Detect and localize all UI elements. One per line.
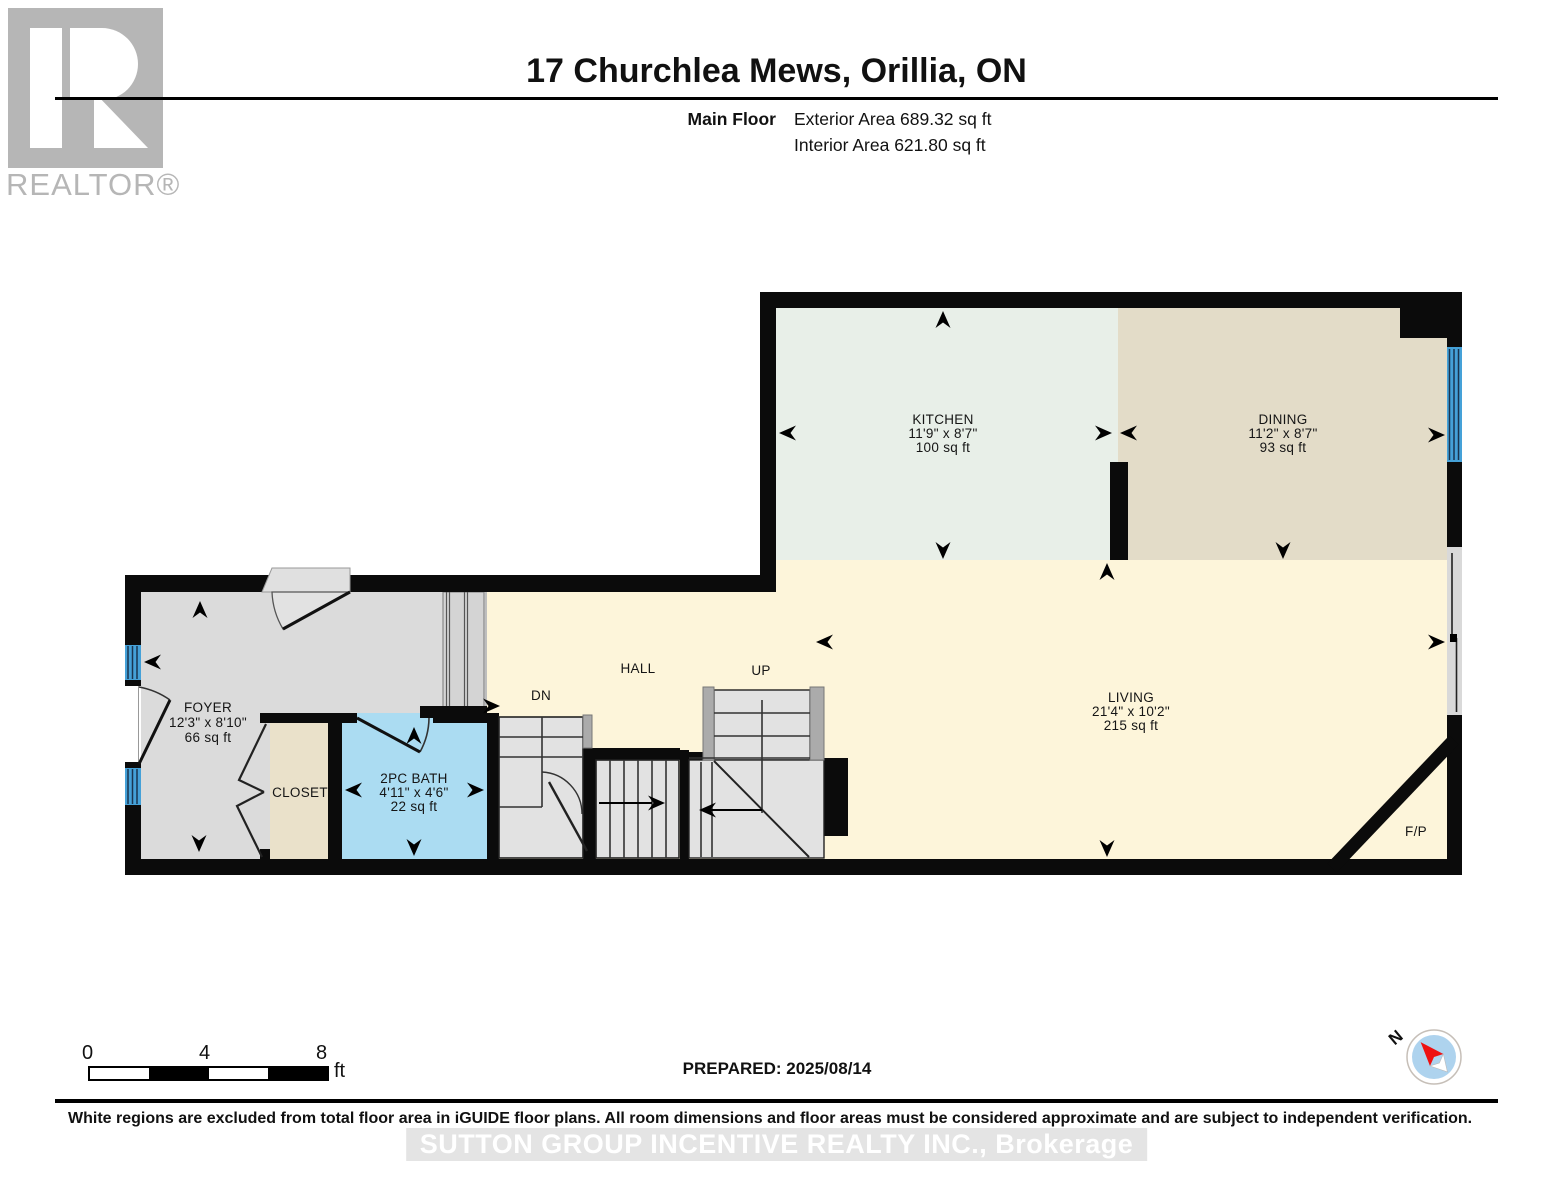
brokerage-watermark: SUTTON GROUP INCENTIVE REALTY INC., Brokerage [406, 1128, 1148, 1161]
footer-divider [55, 1099, 1498, 1103]
compass-north-label: N [1385, 1026, 1407, 1049]
kitchen-dims: 11'9" x 8'7" [908, 426, 978, 441]
disclaimer-text: White regions are excluded from total floor area in iGUIDE floor plans. All room dimensions and floor areas must be considered approximate and are subject to independent verification. [68, 1110, 1473, 1127]
dining-dims: 11'2" x 8'7" [1248, 426, 1318, 441]
kitchen-dining-stub-wall [1110, 462, 1128, 560]
dining-label: DINING [1258, 412, 1308, 427]
living-dims: 21'4" x 10'2" [1092, 704, 1170, 719]
wall-strip [443, 592, 484, 713]
kitchen-label: KITCHEN [912, 412, 974, 427]
floor-label: Main Floor [687, 109, 776, 129]
compass-icon [1404, 1026, 1464, 1088]
bath-dims: 4'11" x 4'6" [379, 785, 449, 800]
interior-area: Interior Area 621.80 sq ft [794, 135, 986, 155]
dn-label: DN [530, 688, 552, 703]
stairs-down [499, 715, 592, 858]
fireplace-label: F/P [1405, 824, 1427, 839]
stairs-middle-run [596, 760, 679, 858]
foyer-label: FOYER [183, 700, 233, 715]
scale-bar [88, 1066, 329, 1081]
living-label: LIVING [1107, 690, 1155, 705]
prepared-date: PREPARED: 2025/08/14 [682, 1059, 872, 1078]
hall-label: HALL [620, 661, 656, 676]
living-sliding-door [1447, 547, 1462, 715]
dining-sqft: 93 sq ft [1259, 440, 1307, 455]
stairs-up [689, 687, 824, 858]
scale-tick-0: 0 [82, 1042, 94, 1064]
brand-name: REALTOR® [6, 167, 181, 202]
foyer-dims: 12'3" x 8'10" [169, 715, 247, 730]
foyer-sqft: 66 sq ft [184, 730, 232, 745]
scale-tick-8: 8 [316, 1042, 328, 1064]
scale-unit: ft [334, 1060, 346, 1082]
scale-tick-4: 4 [199, 1042, 211, 1064]
page-title: 17 Churchlea Mews, Orillia, ON [526, 52, 1027, 90]
up-label: UP [751, 663, 771, 678]
living-sqft: 215 sq ft [1103, 718, 1159, 733]
kitchen-sqft: 100 sq ft [915, 440, 971, 455]
compass [1404, 1026, 1464, 1088]
bath-sqft: 22 sq ft [390, 799, 438, 814]
exterior-area: Exterior Area 689.32 sq ft [794, 109, 992, 129]
bath-label: 2PC BATH [380, 771, 448, 786]
closet-label: CLOSET [272, 785, 328, 800]
